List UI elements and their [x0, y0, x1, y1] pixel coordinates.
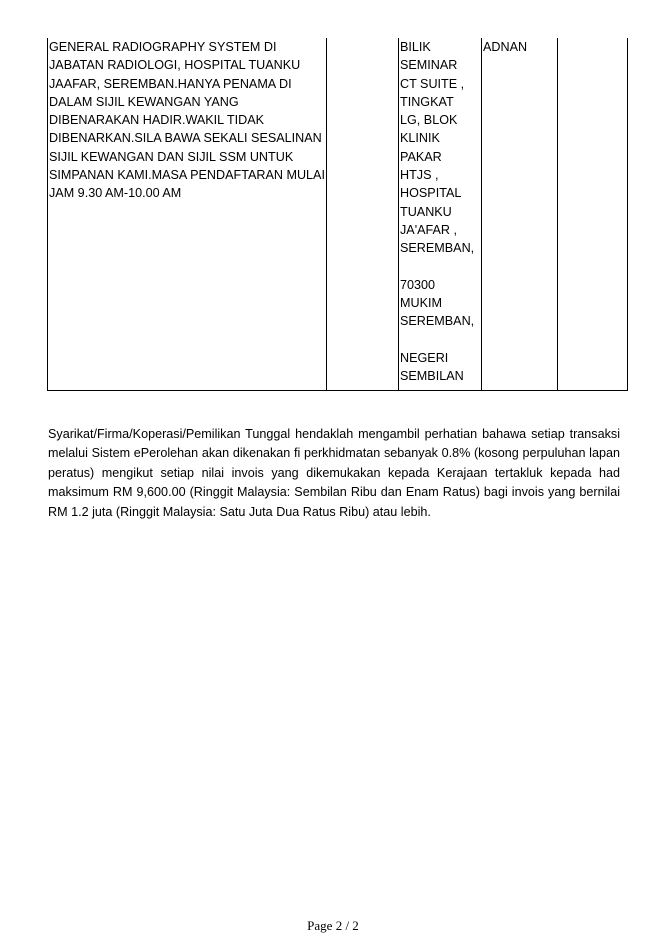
location-line: MUKIM [400, 296, 442, 311]
location-line: TINGKAT [400, 94, 454, 109]
location-line: PAKAR [400, 149, 442, 164]
location-line: SEREMBAN, [400, 241, 475, 256]
location-line: HOSPITAL [400, 186, 462, 201]
table-row [48, 38, 628, 391]
tender-table [47, 38, 628, 391]
location-spacer [400, 258, 480, 276]
location-line: CT SUITE , [400, 76, 465, 91]
empty-cell [327, 38, 399, 391]
location-line: JA'AFAR , [400, 222, 457, 237]
location-line: HTJS , [400, 168, 439, 183]
location-spacer [400, 331, 480, 349]
location-cell [399, 38, 482, 391]
page-number: Page 2 / 2 [307, 918, 359, 933]
location-line: SEMBILAN [400, 369, 464, 384]
location-line: BILIK [400, 40, 431, 54]
service-fee-note: Syarikat/Firma/Koperasi/Pemilikan Tunggal hendaklah mengambil perhatian bahawa setiap transaksi melalui Sistem ePerolehan akan dikenakan fi perkhidmatan sebanyak 0.8% (kosong perpuluhan lapan peratus) mengikut setiap nilai invois yang dikemukakan kepada Kerajaan tertakluk kepada had maksimum RM 9,600.00 (Ringgit Malaysia: Sembilan Ribu dan Enam Ratus) bagi invois yang bernilai RM 1.2 juta (Ringgit Malaysia: Satu Juta Dua Ratus Ribu) atau lebih. [48, 427, 620, 519]
officer-cell: ADNAN [482, 38, 558, 391]
location-line: LG, BLOK [400, 113, 458, 128]
empty-cell [558, 38, 628, 391]
location-line: SEMINAR [400, 58, 458, 73]
location-line: KLINIK [400, 131, 440, 146]
location-line: 70300 [400, 277, 436, 292]
location-line: NEGERI [400, 351, 449, 366]
location-line: TUANKU [400, 204, 452, 219]
location-line: SEREMBAN, [400, 314, 475, 329]
description-cell: GENERAL RADIOGRAPHY SYSTEM DI JABATAN RADIOLOGI, HOSPITAL TUANKU JAAFAR, SEREMBAN.HANYA PENAMA DI DALAM SIJIL KEWANGAN YANG DIBENARAKAN HADIR.WAKIL TIDAK DIBENARKAN.SILA BAWA SEKALI SESALINAN SIJIL KEWANGAN DAN SIJIL SSM UNTUK SIMPANAN KAMI.MASA PENDAFTARAN MULAI JAM 9.30 AM-10.00 AM [48, 38, 327, 391]
